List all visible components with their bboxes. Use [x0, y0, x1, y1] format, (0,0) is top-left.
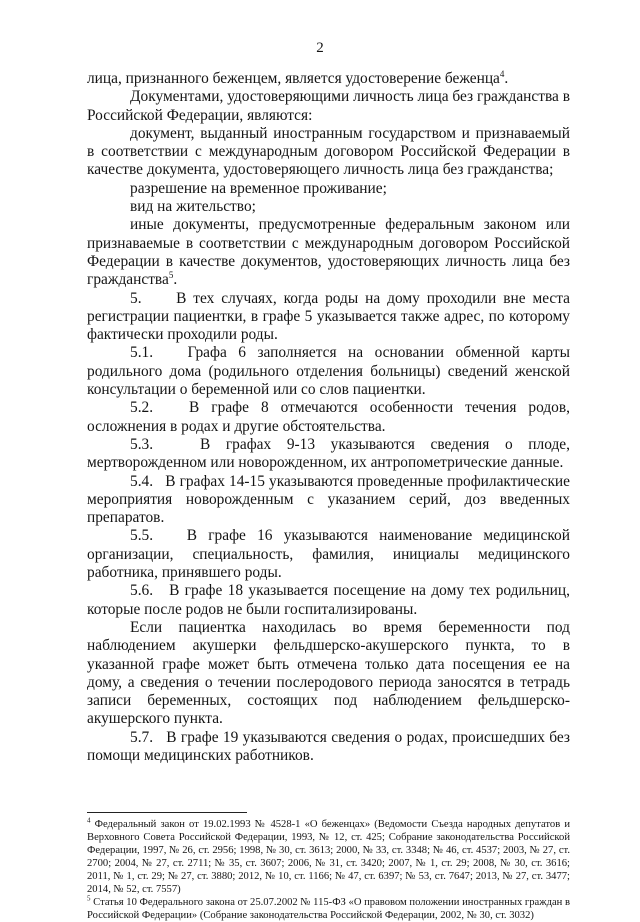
footnote-mark-4: 4 [87, 816, 91, 825]
paragraph-text: иные документы, предусмотренные федеральным законом или признаваемые в соответствии с международным договором Российской Федерации в качестве документов, удостоверяющих личность лица без гражданства [87, 216, 570, 289]
paragraph-midwife-note: Если пациентка находилась во время беременности под наблюдением акушерки фельдшерско-акушерского пункта, то в указанной графе может быть отмечена только дата посещения ее на дому, а сведения о течении послеродового периода заносятся в тетрадь записи беременных, состоящих под наблюдением фельдшерско-акушерского пункта. [87, 618, 570, 728]
footnote-text: Статья 10 Федерального закона от 25.07.2002 № 115-ФЗ «О правовом положении иностранных граждан в Российской Федерации» (Собрание законодательства Российской Федерации, 2002, № 30, ст. 3032) [87, 897, 570, 921]
item-5: 5. В тех случаях, когда роды на дому проходили вне места регистрации пациентки, в графе 5 указывается также адрес, по которому фактически проходили роды. [87, 289, 570, 344]
footnote-mark-5: 5 [87, 894, 91, 903]
footnote-text: Федеральный закон от 19.02.1993 № 4528-1 «О беженцах» (Ведомости Съезда народных депутатов и Верховного Совета Российской Федерации, 1993, № 12, ст. 425; Собрание законодательства Российской Федерации, 1997, № 26, ст. 2956; 1998, № 30, ст. 3613; 2000, № 33, ст. 3348; № 46, ст. 4537; 2003, № 27, ст. 2700; 2004, № 27, ст. 2711; № 35, ст. 3607; 2006, № 31, ст. 3420; 2007, № 1, ст. 29; 2008, № 30, ст. 3616; 2011, № 1, ст. 29; № 27, ст. 3880; 2012, № 10, ст. 1166; № 47, ст. 6397; № 53, ст. 7647; 2013, № 27, ст. 3477; 2014, № 52, ст. 7557) [87, 819, 570, 895]
footnote-ref-5[interactable]: 5 [168, 270, 174, 281]
list-item-foreign-document: документ, выданный иностранным государством и признаваемый в соответствии с международным договором Российской Федерации в качестве документа, удостоверяющего личность лица без гражданства; [87, 124, 570, 179]
paragraph-refugee-certificate [87, 70, 570, 88]
paragraph-text: лица, признанного беженцем, является удостоверение беженца [87, 70, 500, 87]
list-item-other-documents [87, 216, 570, 289]
item-5-4: 5.4. В графах 14-15 указываются проведенные профилактические мероприятия новорожденным с указанием серий, доз введенных препаратов. [87, 472, 570, 527]
footnote-divider [87, 812, 247, 813]
list-item-residence-permit: вид на жительство; [130, 198, 256, 216]
paragraph-stateless-documents: Документами, удостоверяющими личность лица без гражданства в Российской Федерации, являются: [87, 88, 570, 124]
item-5-5: 5.5. В графе 16 указываются наименование медицинской организации, специальность, фамилия, инициалы медицинского работника, принявшего роды. [87, 527, 570, 582]
paragraph-tail: . [173, 271, 178, 289]
item-5-3: 5.3. В графах 9-13 указываются сведения о плоде, мертворожденном или новорожденном, их антропометрические данные. [87, 435, 570, 472]
footnote-4 [87, 818, 570, 896]
page-number: 2 [316, 40, 324, 56]
footnote-5 [87, 896, 570, 922]
item-5-7: 5.7. В графе 19 указываются сведения о родах, происшедших без помощи медицинских работников. [87, 728, 570, 764]
item-5-2: 5.2. В графе 8 отмечаются особенности течения родов, осложнения в родах и другие обстоятельства. [87, 399, 570, 435]
footnotes [87, 818, 570, 922]
footnote-ref-4[interactable]: 4 [499, 68, 505, 79]
item-5-6: 5.6. В графе 18 указывается посещение на дому тех родильниц, которые после родов не были госпитализированы. [87, 582, 570, 618]
list-item-temporary-residence: разрешение на временное проживание; [130, 179, 387, 197]
item-5-1: 5.1. Графа 6 заполняется на основании обменной карты родильного дома (родильного отделения больницы) сведений женской консультации о беременной или со слов пациентки. [87, 344, 570, 399]
document-body [87, 70, 570, 765]
paragraph-tail: . [504, 70, 509, 87]
